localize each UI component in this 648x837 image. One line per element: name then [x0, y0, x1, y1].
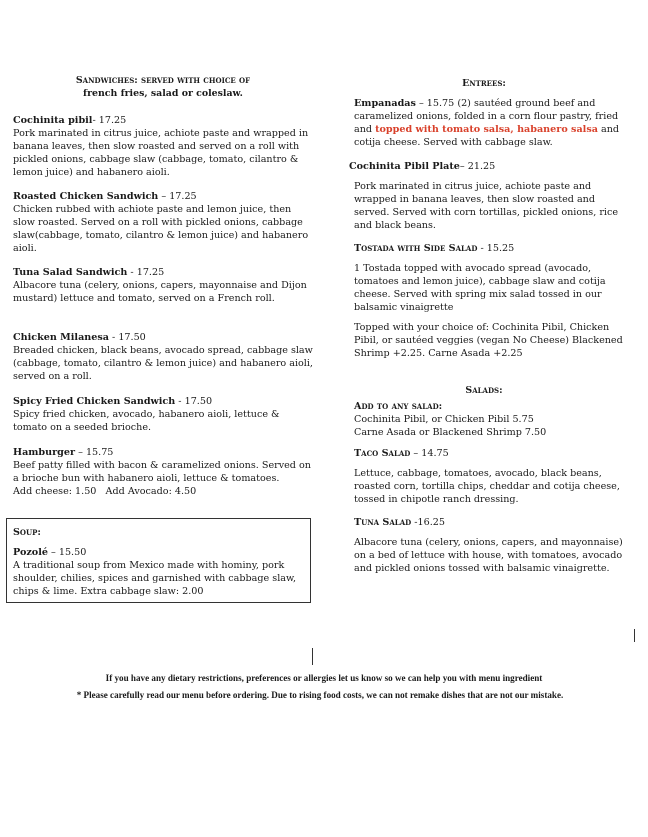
footer-line2: * Please carefully read our menu before ordering. Due to rising food costs, we can not remake dishes that are not our mistake. — [76, 690, 564, 700]
item-description: Chicken rubbed with achiote paste and lemon juice, then slow roasted. Served on a roll with pickled onions, cabbage slaw(cabbage, tomato, cilantro & lemon juice) and habanero aioli. — [13, 204, 309, 254]
item-description: 1 Tostada topped with avocado spread (avocado, tomatoes and lemon juice), cabbage slaw and cotija cheese. Served with spring mix salad tossed in our balsamic vinaigrette — [354, 263, 606, 313]
item-price: - 17.50 — [175, 396, 213, 407]
menu-item-roasted-chicken-sandwich — [13, 190, 313, 255]
item-name: Tuna Salad — [354, 517, 412, 528]
salads-header-wrap — [354, 385, 614, 398]
footer-line1: If you have any dietary restrictions, preferences or allergies let us know so we can help you with menu ingredient — [105, 673, 543, 683]
menu-item-taco-salad — [354, 447, 629, 506]
item-description: A traditional soup from Mexico made with hominy, pork shoulder, chilies, spices and garnished with cabbage slaw, chips & lime. Extra cabbage slaw: 2.00 — [13, 560, 297, 597]
menu-item-cochinita-pibil-plate — [349, 160, 624, 173]
item-description: Lettuce, cabbage, tomatoes, avocado, black beans, roasted corn, tortilla chips, cheddar and cotija cheese, tossed in chipotle ranch dressing. — [354, 468, 620, 505]
menu-item-chicken-milanesa — [13, 331, 313, 383]
item-price: – 15.75 — [415, 98, 455, 109]
item-description-options: Topped with your choice of: Cochinita Pibil, Chicken Pibil, or sautéed veggies (vegan No Cheese) Blackened Shrimp +2.25. Carne Asada +2.25 — [354, 322, 623, 359]
item-description: Pork marinated in citrus juice, achiote paste and wrapped in banana leaves, then slow roasted and served on a roll with pickled onions, cabbage slaw (cabbage, tomato, cilantro & lemon juice) and habanero aioli. — [13, 128, 309, 178]
salads-header: Salads: — [465, 385, 503, 396]
add-to-salad-section — [354, 400, 629, 439]
item-description-tail: and cotija cheese. Served with cabbage slaw. — [354, 124, 620, 148]
item-name: Tuna Salad Sandwich — [13, 267, 128, 278]
item-description: Breaded chicken, black beans, avocado spread, cabbage slaw (cabbage, tomato, cilantro & lemon juice) and habanero aioli, served on a roll. — [13, 345, 313, 382]
item-description: Beef patty filled with bacon & caramelized onions. Served on a brioche bun with habanero aioli, lettuce & tomatoes. Add cheese: 1.50 Add Avocado: 4.50 — [13, 460, 315, 497]
item-price: – 15.75 — [75, 447, 114, 458]
item-name: Cochinita pibil — [13, 115, 93, 126]
item-price: -16.25 — [411, 517, 445, 528]
item-name: Taco Salad — [354, 448, 411, 459]
menu-item-tuna-salad — [354, 516, 629, 575]
item-name: Chicken Milanesa — [13, 332, 109, 343]
menu-item-empanadas — [354, 97, 629, 149]
divider-mark — [312, 648, 313, 665]
sandwiches-header-line2: french fries, salad or coleslaw. — [83, 87, 243, 99]
item-price: – 21.25 — [459, 161, 496, 172]
entrees-header-wrap — [354, 78, 614, 91]
menu-item-cochinita-pibil — [13, 114, 313, 179]
divider-mark — [634, 629, 635, 642]
item-name: Cochinita Pibil Plate — [349, 161, 460, 172]
soup-section — [13, 526, 305, 598]
sandwiches-header — [13, 75, 313, 100]
item-name: Spicy Fried Chicken Sandwich — [13, 396, 176, 407]
item-name: Roasted Chicken Sandwich — [13, 191, 159, 202]
item-description: Albacore tuna (celery, onions, capers, mayonnaise and Dijon mustard) lettuce and tomato, served on a French roll. — [13, 280, 307, 304]
item-price: - 17.50 — [108, 332, 146, 343]
item-name: Hamburger — [13, 447, 76, 458]
add-to-salad-line2: Carne Asada or Blackened Shrimp 7.50 — [354, 427, 547, 438]
entrees-header: Entrees: — [462, 78, 506, 89]
item-description: Albacore tuna (celery, onions, capers, and mayonnaise) on a bed of lettuce with house, with tomatoes, avocado and pickled onions tossed with balsamic vinaigrette. — [354, 537, 623, 574]
item-description: (2) sautéed ground beef and caramelized onions, folded in a corn flour pastry, fried and — [354, 98, 619, 135]
menu-item-tostada — [354, 242, 629, 360]
item-description: Pork marinated in citrus juice, achiote paste and wrapped in banana leaves, then slow roasted and served. Served with corn tortillas, pickled onions, rice and black beans. — [354, 181, 619, 231]
add-to-salad-header: Add to any salad: — [354, 401, 443, 412]
item-price: - 17.25 — [127, 267, 165, 278]
menu-item-hamburger — [13, 446, 313, 498]
item-description-highlight: topped with tomato salsa, habanero salsa — [375, 124, 598, 135]
soup-header: Soup: — [13, 527, 41, 538]
sandwiches-header-line1: Sandwiches: served with choice of — [75, 75, 251, 86]
cochinita-plate-description-wrap — [354, 180, 629, 232]
item-price: – 15.50 — [47, 547, 87, 558]
item-name: Empanadas — [354, 98, 416, 109]
menu-item-tuna-salad-sandwich — [13, 266, 313, 305]
item-name: Tostada with Side Salad — [354, 243, 478, 254]
item-price: – 14.75 — [410, 448, 449, 459]
sandwiches-section — [13, 75, 313, 100]
item-description: Spicy fried chicken, avocado, habanero aioli, lettuce & tomato on a seeded brioche. — [13, 409, 280, 433]
item-name: Pozolé — [13, 547, 48, 558]
item-price: – 17.25 — [158, 191, 197, 202]
item-price: - 17.25 — [92, 115, 127, 126]
add-to-salad-line1: Cochinita Pibil, or Chicken Pibil 5.75 — [354, 414, 534, 425]
item-price: - 15.25 — [477, 243, 515, 254]
menu-item-spicy-fried-chicken-sandwich — [13, 395, 313, 434]
